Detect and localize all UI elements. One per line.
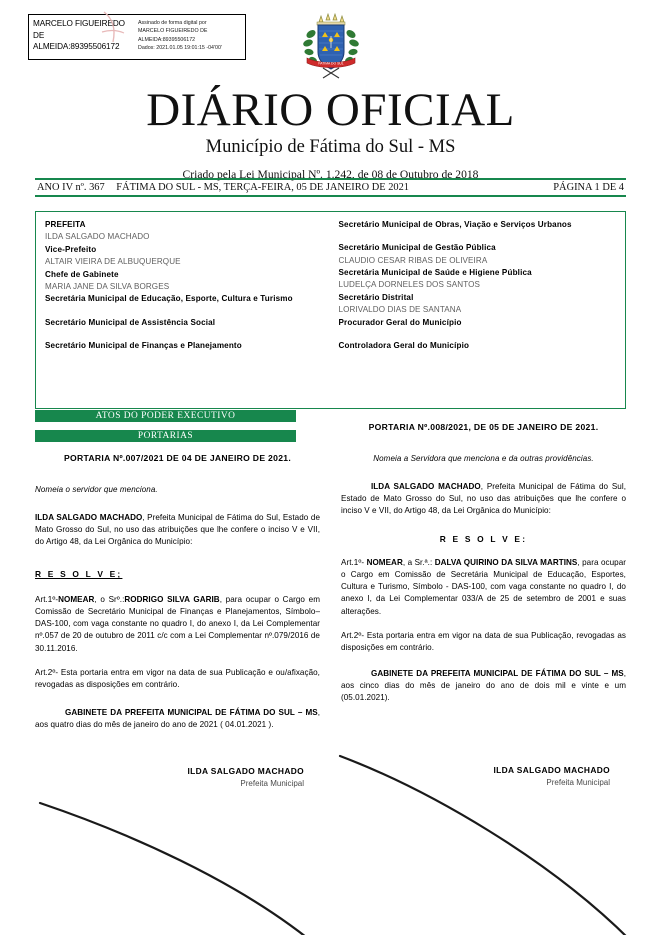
official-name: CLAUDIO CESAR RIBAS DE OLIVEIRA xyxy=(338,255,488,265)
portaria-007-gabinete-rest: , aos quatro dias do mês de janeiro do ano de 2021 ( 04.01.2021 ). xyxy=(35,708,320,730)
portaria-007-signature xyxy=(35,765,320,788)
official-name: MARIA JANE DA SILVA BORGES xyxy=(45,281,170,291)
signature-details xyxy=(135,15,245,59)
official-role: Secretário Municipal de Finanças e Planejamento xyxy=(45,341,242,351)
signature-role: Prefeita Municipal xyxy=(240,778,304,788)
edition-place-date: FÁTIMA DO SUL - MS, TERÇA-FEIRA, 05 DE JANEIRO DE 2021 xyxy=(116,182,409,193)
portaria-008-preamble-name: ILDA SALGADO MACHADO xyxy=(371,481,481,491)
portaria-008-art1-mid: , a Sr.ª.: xyxy=(402,558,433,568)
portaria-008-art1-lead: Art.1º- xyxy=(341,558,365,568)
portaria-007-art1 xyxy=(35,594,320,655)
section-header-portarias: PORTARIAS xyxy=(35,430,296,442)
portaria-008-gabinete-rest: , aos cinco dias do mês de janeiro do ano de dois mil e vinte e um (05.01.2021). xyxy=(341,669,626,703)
official-role: Secretária Municipal de Saúde e Higiene Pública xyxy=(338,268,532,278)
portaria-008-resolve: R E S O L V E: xyxy=(439,534,528,545)
portaria-008-art1-verb: NOMEAR xyxy=(366,558,403,568)
portaria-008-gabinete-bold: GABINETE DA PREFEITA MUNICIPAL DE FÁTIMA DO SUL – MS xyxy=(371,669,624,679)
masthead xyxy=(0,86,661,181)
signature-detail-line-1: Assinado de forma digital por xyxy=(138,20,207,26)
page-title: DIÁRIO OFICIAL xyxy=(146,84,515,136)
portaria-007-ementa: Nomeia o servidor que menciona. xyxy=(35,485,158,495)
portaria-007-art2: Art.2º- Esta portaria entra em vigor na data de sua Publicação e ou/afixação, revogadas as disposições em contrário. xyxy=(35,667,320,689)
edition-page-number: PÁGINA 1 DE 4 xyxy=(553,182,624,193)
masthead-law-line: Criado pela Lei Municipal Nº. 1.242, de 08 de Outubro de 2018 xyxy=(182,168,479,181)
official-role: Secretário Municipal de Obras, Viação e Serviços Urbanos xyxy=(338,220,572,229)
official-role: Secretário Municipal de Gestão Pública xyxy=(338,243,496,253)
official-name: ALTAIR VIEIRA DE ALBUQUERQUE xyxy=(45,257,181,267)
portaria-008-art2: Art.2º- Esta portaria entra em vigor na data de sua Publicação, revogadas as disposições em contrário. xyxy=(341,630,626,652)
signature-detail-line-2: MARCELO FIGUEIREDO DE xyxy=(138,28,208,35)
signature-subject xyxy=(29,15,135,59)
masthead-subtitle: Município de Fátima do Sul - MS xyxy=(205,136,456,157)
portaria-007-art1-person: RODRIGO SILVA GARIB xyxy=(124,595,220,605)
officials-box xyxy=(35,211,626,409)
signature-subject-line-1: MARCELO FIGUEIREDO xyxy=(33,19,125,28)
official-role: Secretário Municipal de Assistência Social xyxy=(45,317,216,327)
signature-name: ILDA SALGADO MACHADO xyxy=(493,765,610,776)
portaria-007-preamble xyxy=(35,512,320,548)
portaria-007-preamble-name: ILDA SALGADO MACHADO xyxy=(35,512,143,522)
official-role: Chefe de Gabinete xyxy=(45,269,119,279)
digital-signature-stamp xyxy=(28,14,246,60)
portaria-007-gabinete-bold: GABINETE DA PREFEITA MUNICIPAL DE FÁTIMA DO SUL – MS xyxy=(65,708,318,718)
portaria-007-resolve: R E S O L V E; xyxy=(35,569,123,580)
portaria-008-preamble xyxy=(341,481,626,517)
portaria-007-resolve-wrap xyxy=(35,564,320,582)
portaria-008-art1-person: DALVA QUIRINO DA SILVA MARTINS xyxy=(434,558,578,568)
portaria-008-title: PORTARIA Nº.008/2021, DE 05 DE JANEIRO DE 2021. xyxy=(368,422,599,432)
official-role: PREFEITA xyxy=(45,220,86,229)
edition-ano: ANO IV nº. 367 xyxy=(37,182,105,193)
portaria-008-art1 xyxy=(341,557,626,618)
edition-bar xyxy=(35,178,626,197)
artifact-stroke-left xyxy=(40,803,322,935)
portaria-007-preamble-rest: , Prefeita Municipal de Fátima do Sul, Estado de Mato Grosso do Sul, no uso das atribuições que lhe confere o inciso V e VII, do Artigo 48, da Lei Orgânica do Município: xyxy=(35,512,320,546)
portaria-007-art1-mid: , o Srº.: xyxy=(94,595,125,605)
column-left xyxy=(35,452,320,789)
section-header-atos: ATOS DO PODER EXECUTIVO xyxy=(35,410,296,422)
official-name: ILDA SALGADO MACHADO xyxy=(45,232,150,242)
official-name: LUDELÇA DORNELES DOS SANTOS xyxy=(338,280,481,290)
portaria-007-title: PORTARIA Nº.007/2021 DE 04 DE JANEIRO DE 2021. xyxy=(63,453,292,463)
signature-subject-line-2: DE xyxy=(33,30,45,40)
official-role: Secretária Municipal de Educação, Esporte, Cultura e Turismo xyxy=(45,294,293,304)
official-name: LORIVALDO DIAS DE SANTANA xyxy=(338,305,462,315)
coat-of-arms-icon xyxy=(299,12,363,84)
officials-column-left xyxy=(36,219,331,408)
officials-column-right xyxy=(331,219,626,408)
portaria-007-art1-lead: Art.1º- xyxy=(35,595,59,605)
official-role: Procurador Geral do Município xyxy=(338,317,462,327)
column-right xyxy=(341,421,626,788)
signature-role: Prefeita Municipal xyxy=(546,777,610,787)
edition-left xyxy=(37,182,409,193)
portaria-008-signature xyxy=(341,764,626,787)
portaria-007-art1-rest: , para ocupar o Cargo em Comissão de Secretário Municipal de Finanças e Planejamentos, Símbolo–DAS-100, com vaga constante no quadro I, do anexo I, da Lei Complementar nº.057 de 20 de outubro de 2011 c/c com a Lei Complementar nº.079/2016 de 30.11.2016. xyxy=(35,595,320,653)
svg-text:FATIMA DO SUL: FATIMA DO SUL xyxy=(318,61,344,66)
official-role: Secretário Distrital xyxy=(338,292,414,302)
portaria-008-art1-rest: , para ocupar o Cargo em Comissão de Secretária Municipal de Educação, Esportes, Cultura e Turismo, Símbolo - DAS-100, com vaga constante no quadro I, do anexo I, da Lei Complementar 033/A de 25 de setembro de 2001 e suas alterações. xyxy=(341,558,626,616)
signature-detail-line-4: Dados: 2021.01.05 19:01:15 -04'00' xyxy=(138,45,222,52)
portaria-008-preamble-rest: , Prefeita Municipal de Fátima do Sul, Estado de Mato Grosso do Sul, no uso das atribuições que lhe confere o inciso V e VII, do Artigo 48, da Lei Orgânica do Município: xyxy=(341,481,627,515)
signature-subject-line-3: ALMEIDA:89395506172 xyxy=(33,42,120,52)
portaria-008-gabinete xyxy=(341,668,626,704)
signature-detail-line-3: ALMEIDA:89395506172 xyxy=(138,36,196,43)
signature-name: ILDA SALGADO MACHADO xyxy=(187,766,304,777)
portaria-008-ementa: Nomeia a Servidora que menciona e da outras providências. xyxy=(373,454,594,464)
official-role: Controladora Geral do Município xyxy=(338,341,470,351)
portaria-008-resolve-wrap xyxy=(341,529,626,547)
portaria-007-gabinete xyxy=(35,707,320,731)
official-role: Vice-Prefeito xyxy=(45,244,97,254)
portaria-007-art1-verb: NOMEAR xyxy=(58,595,95,605)
